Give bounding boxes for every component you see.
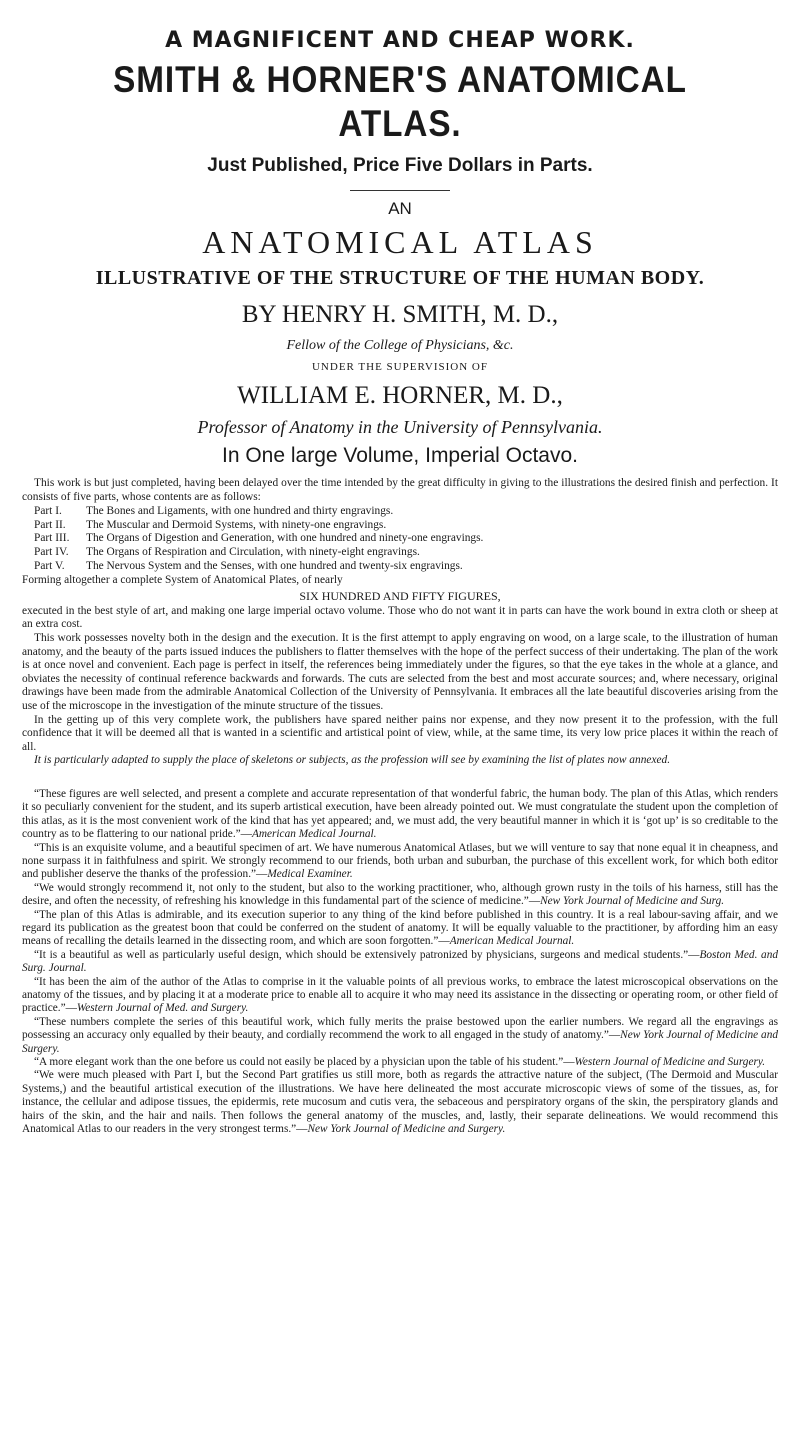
part-text: The Organs of Respiration and Circulation, with ninety-eight engravings. (86, 545, 420, 558)
part-label: Part IV. (34, 545, 69, 558)
review-text: “A more elegant work than the one before us could not easily be placed by a physician upon the table of his student.”— (34, 1056, 575, 1068)
part-item (22, 519, 778, 533)
review-source: Boston Med. and Surg. Journal. (22, 948, 778, 975)
review-source: New York Journal of Medicine and Surgery. (22, 1029, 778, 1055)
review-text: “These figures are well selected, and present a complete and accurate representation of that wonderful fabric, the human body. The plan of this Atlas, which renders it so peculiarly convenient for the student, and its superb artistical execution, have been already pointed out. We must congratulate the student upon the completion of this atlas, as it is the most convenient work of the kind that has yet appeared; and, we must add, the very beautiful manner in which it is ‘got up’ is so creditable to the country as to be flattering to our national pride.”— (22, 787, 778, 841)
executed-paragraph: executed in the best style of art, and making one large imperial octavo volume. Those who do not want it in parts can have the work bound in extra cloth or sheep at an extra cost. (22, 604, 778, 631)
supervision-label: UNDER THE SUPERVISION OF (311, 361, 488, 373)
review-quote (22, 909, 778, 949)
parts-list (22, 505, 778, 573)
part-item (22, 505, 778, 519)
title-illustrative: ILLUSTRATIVE OF THE STRUCTURE OF THE HUMAN BODY. (95, 267, 705, 289)
reviews-section (22, 788, 778, 1137)
intro-paragraph: This work is but just completed, having been delayed over the time intended by the great difficulty in giving to the illustrations the desired finish and perfection. It consists of five parts, whose contents are as follows: (22, 477, 778, 503)
part-item (22, 560, 778, 574)
atlas-headline: SMITH & HORNER'S ANATOMICAL ATLAS. (113, 59, 687, 144)
part-item (22, 532, 778, 546)
review-source: New York Journal of Medicine and Surg. (540, 895, 725, 908)
part-text: The Muscular and Dermoid Systems, with ninety-one engravings. (86, 518, 387, 531)
figure-count: SIX HUNDRED AND FIFTY FIGURES, (299, 588, 501, 603)
review-quote (22, 842, 778, 882)
review-quote (22, 1056, 778, 1069)
description-body (22, 477, 778, 768)
review-quote (22, 1016, 778, 1056)
author-credential: Fellow of the College of Physicians, &c. (286, 338, 514, 353)
review-quote (22, 788, 778, 842)
review-quote (22, 976, 778, 1016)
review-text: “The plan of this Atlas is admirable, and its execution superior to any thing of the kind before published in this country. It is a real labour-saving affair, and we regard its publication as the greatest boon that could be conferred on the student of anatomy. It will be equally valuable to the practitioner, by affording him an easy means of recalling the details learned in the dissecting room, and which are soon forgotten.”— (22, 908, 778, 948)
review-text: “We were much pleased with Part I, but the Second Part gratifies us still more, both as regards the attractive nature of the subject, (The Dermoid and Muscular Systems,) and the beautiful artistical execution of the illustrations. We have here delineated the most accurate microscopic views of some of the tissues, as, for instance, the cellular and adipose tissues, the epidermis, rete mucosum and cutis vera, the sebaceous and perspiratory organs of the skin, the perspiratory glands and hairs of the skin, and the hair and nails. Then follows the general anatomy of the muscles, and, lastly, their separate delineations. We would recommend this Anatomical Atlas to our readers in the very strongest terms.”— (22, 1069, 778, 1136)
part-text: The Organs of Digestion and Generation, with one hundred and ninety-one engravings. (86, 532, 484, 545)
part-text: The Nervous System and the Senses, with one hundred and twenty-six engravings. (86, 559, 463, 572)
supervisor-name: WILLIAM E. HORNER, M. D., (237, 382, 563, 409)
review-source: Western Journal of Medicine and Surgery. (574, 1056, 766, 1068)
part-text: The Bones and Ligaments, with one hundred and thirty engravings. (86, 505, 394, 518)
author-line: BY HENRY H. SMITH, M. D., (241, 301, 559, 328)
review-source: Western Journal of Med. and Surgery. (76, 1002, 249, 1015)
title-atlas: ANATOMICAL ATLAS (202, 224, 598, 260)
review-quote (22, 1069, 778, 1136)
review-text: “It has been the aim of the author of the Atlas to comprise in it the valuable points of all previous works, to embrace the latest microscopical observations on the anatomy of the tissues, and by placing it at a moderate price to enable all to acquire it who may need its assistance in the dissecting or operating room, or other field of practice.”— (22, 975, 778, 1015)
review-quote (22, 882, 778, 909)
supervisor-credential: Professor of Anatomy in the University of Pennsylvania. (197, 417, 603, 437)
review-source: New York Journal of Medicine and Surgery. (307, 1123, 506, 1136)
part-label: Part I. (34, 505, 62, 518)
forming-line: Forming altogether a complete System of Anatomical Plates, of nearly (22, 574, 343, 587)
part-label: Part III. (34, 532, 70, 545)
volume-format: In One large Volume, Imperial Octavo. (221, 444, 578, 467)
title-an: AN (388, 199, 412, 218)
review-text: “These numbers complete the series of this beautiful work, which fully merits the praise bestowed upon the earlier numbers. We regard all the engravings as possessing an accuracy only equalled by their beauty, and cordially recommend the work to all engaged in the study of anatomy.”— (22, 1015, 778, 1042)
adapted-paragraph: It is particularly adapted to supply the place of skeletons or subjects, as the profession will see by examining the list of plates now annexed. (34, 754, 671, 767)
getting-up-paragraph: In the getting up of this very complete work, the publishers have spared neither pains nor expense, and they now present it to the profession, with the full confidence that it will be deemed all that is wanted in a scientific and artistical point of view, while, at the same time, its very low price places it within the reach of all. (22, 713, 778, 753)
review-source: American Medical Journal. (449, 935, 575, 948)
divider (350, 190, 450, 191)
review-quote (22, 949, 778, 976)
part-label: Part V. (34, 559, 65, 572)
review-text: “This is an exquisite volume, and a beautiful specimen of art. We have numerous Anatomical Atlases, but we will venture to say that none equal it in cheapness, and none surpass it in faithfulness and spirit. We strongly recommend to our friends, both urban and suburban, the purchase of this excellent work, for which both editor and publisher deserve the thanks of the profession.”— (22, 841, 778, 881)
part-label: Part II. (34, 518, 66, 531)
novelty-paragraph: This work possesses novelty both in the design and the execution. It is the first attempt to apply engraving on wood, on a large scale, to the illustration of human anatomy, and the beauty of the parts issued induces the publishers to flatter themselves with the hope of the perfect success of their undertaking. The plan of the work is at once novel and convenient. Each page is perfect in itself, the references being immediately under the figures, so that the eye takes in the whole at a glance, and obviates the necessity of continual reference backwards and forwards. The cuts are selected from the best and most accurate sources; and, where necessary, original drawings have been made from the admirable Anatomical Collection of the University of Pennsylvania. It embraces all the late beautiful discoveries arising from the use of the microscope in the investigation of the minute structure of the tissues. (22, 631, 778, 712)
review-source: American Medical Journal. (251, 828, 377, 841)
banner-heading: A MAGNIFICENT AND CHEAP WORK. (165, 28, 635, 53)
publication-price: Just Published, Price Five Dollars in Parts. (207, 155, 593, 176)
review-source: Medical Examiner. (267, 868, 353, 881)
review-text: “We would strongly recommend it, not only to the student, but also to the working practitioner, who, although grown rusty in the toils of his harness, still has the desire, and often the necessity, of refreshing his knowledge in this fundamental part of the science of medicine.”— (22, 881, 778, 908)
review-text: “It is a beautiful as well as particularly useful design, which should be extensively patronized by physicians, surgeons and medical students.”— (34, 948, 700, 961)
part-item (22, 546, 778, 560)
